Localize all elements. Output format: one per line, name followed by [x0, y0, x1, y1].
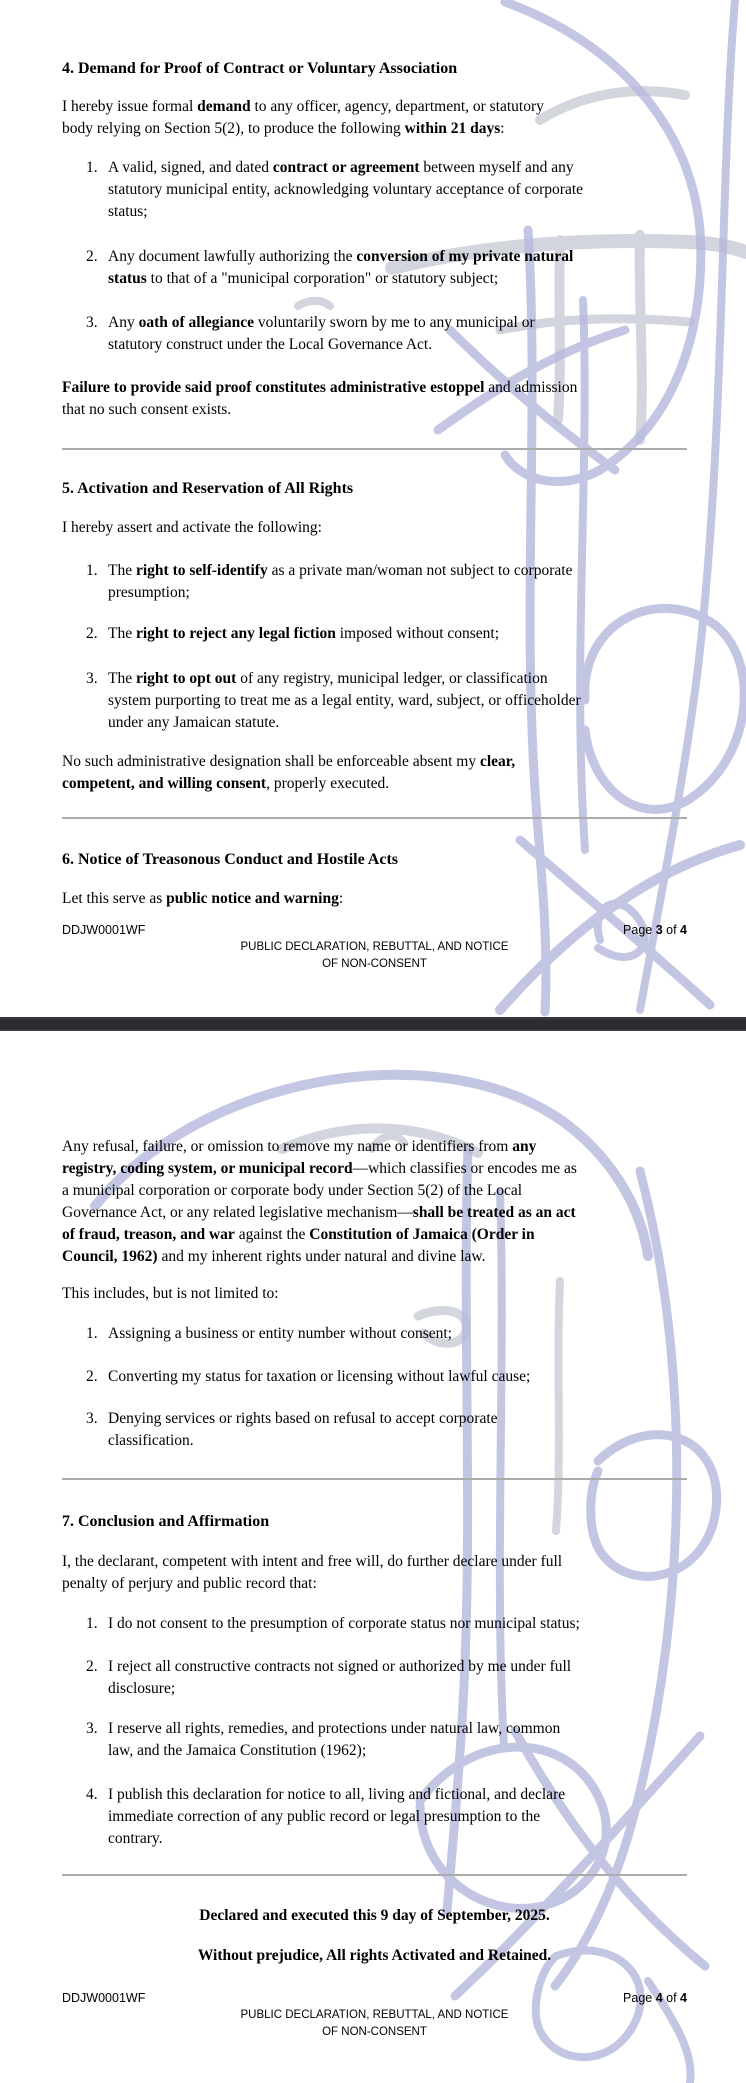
- declaration-date-line: Declared and executed this 9 day of September, 2025.: [199, 1907, 550, 1924]
- section-heading-activation: 5. Activation and Reservation of All Rights: [62, 480, 354, 497]
- document-id: DDJW0001WF: [62, 1991, 146, 2005]
- footer-title-line1: PUBLIC DECLARATION, REBUTTAL, AND NOTICE: [240, 941, 509, 953]
- declaration-rights-line: Without prejudice, All rights Activated and Retained.: [197, 1947, 552, 1964]
- paragraph-refusal: Any refusal, failure, or omission to remove my name or identifiers from any registry, coding system, or municipal record—which classifies or encodes me as a municipal corporation or corporate body under Section 5(2) of the Local Governance Act, or any related legislative mechanism—shall be treated as an act of fraud, treason, and war against the Constitution of Jamaica (Order in Council, 1962) and my inherent rights under natural and divine law.: [62, 1138, 577, 1265]
- list-item-text: Converting my status for taxation or licensing without lawful cause;: [108, 1368, 531, 1385]
- footer-title-line2: OF NON-CONSENT: [322, 958, 427, 970]
- list-item-text: I do not consent to the presumption of corporate status nor municipal status;: [108, 1615, 580, 1632]
- list-item-number: 2.: [86, 625, 98, 642]
- list-item-number: 1.: [86, 1325, 98, 1342]
- list-item-number: 1.: [86, 1615, 98, 1632]
- list-item-number: 3.: [86, 1720, 98, 1737]
- list-item: [86, 623, 687, 645]
- list-item-text: The right to reject any legal fiction imposed without consent;: [108, 625, 500, 642]
- list-item-text: I publish this declaration for notice to all, living and fictional, and declare immediate correction of any public record or legal presumption to the contrary.: [108, 1786, 566, 1847]
- document-page-3: [0, 0, 746, 1017]
- section-heading-notice: 6. Notice of Treasonous Conduct and Hostile Acts: [62, 851, 399, 868]
- list-item-number: 4.: [86, 1786, 98, 1803]
- horizontal-rule: [62, 1478, 687, 1480]
- ordered-list-demand: [62, 157, 687, 356]
- list-item-text: I reject all constructive contracts not signed or authorized by me under full disclosure;: [108, 1658, 572, 1697]
- page-footer: [62, 1990, 687, 2041]
- horizontal-rule: [62, 1874, 687, 1876]
- list-item-text: The right to opt out of any registry, municipal ledger, or classification system purporting to treat me as a legal entity, ward, subject, or officeholder under any Jamaican statute.: [108, 670, 581, 731]
- section-heading-demand: 4. Demand for Proof of Contract or Voluntary Association: [62, 60, 458, 77]
- list-item-text: Any oath of allegiance voluntarily sworn by me to any municipal or statutory construct under the Local Governance Act.: [108, 314, 535, 353]
- list-item-text: Any document lawfully authorizing the conversion of my private natural status to that of a "municipal corporation" or statutory subject;: [108, 248, 574, 287]
- page-indicator: Page 3 of 4: [623, 923, 687, 937]
- list-item: [86, 668, 687, 734]
- page-gap-separator: [0, 1017, 746, 1031]
- list-item: [86, 1613, 687, 1635]
- ordered-list-affirmations: [62, 1613, 687, 1850]
- paragraph-demand: I hereby issue formal demand to any officer, agency, department, or statutory body relying on Section 5(2), to produce the following within 21 days:: [62, 98, 544, 137]
- footer-row: [62, 1990, 687, 2007]
- list-item-number: 2.: [86, 248, 98, 265]
- list-item-number: 1.: [86, 562, 98, 579]
- list-item: [86, 1656, 687, 1700]
- list-item: [86, 560, 687, 604]
- page-footer: [62, 922, 687, 973]
- page-indicator: Page 4 of 4: [623, 1991, 687, 2005]
- list-item: [86, 1718, 687, 1762]
- list-item-text: The right to self-identify as a private man/woman not subject to corporate presumption;: [108, 562, 573, 601]
- paragraph-declarant: I, the declarant, competent with intent and free will, do further declare under full penalty of perjury and public record that:: [62, 1553, 563, 1592]
- ordered-list-violations: [62, 1323, 687, 1452]
- horizontal-rule: [62, 448, 687, 450]
- paragraph-includes: This includes, but is not limited to:: [62, 1285, 279, 1302]
- page-4-content: [0, 1136, 746, 2041]
- list-item-text: I reserve all rights, remedies, and protections under natural law, common law, and the Jamaica Constitution (1962);: [108, 1720, 561, 1759]
- horizontal-rule: [62, 817, 687, 819]
- ordered-list-rights: [62, 560, 687, 734]
- list-item: [86, 157, 687, 223]
- section-heading-conclusion: 7. Conclusion and Affirmation: [62, 1513, 270, 1530]
- paragraph-designation: No such administrative designation shall be enforceable absent my clear, competent, and willing consent, properly executed.: [62, 753, 516, 792]
- page-3-content: [0, 58, 746, 973]
- list-item: [86, 246, 687, 290]
- footer-row: [62, 922, 687, 939]
- list-item-text: A valid, signed, and dated contract or agreement between myself and any statutory municipal entity, acknowledging voluntary acceptance of corporate status;: [108, 159, 584, 220]
- list-item-number: 3.: [86, 670, 98, 687]
- paragraph-assert: I hereby assert and activate the following:: [62, 519, 322, 536]
- document-page-4: [0, 1031, 746, 2083]
- list-item-text: Denying services or rights based on refusal to accept corporate classification.: [108, 1410, 498, 1449]
- footer-title-line2: OF NON-CONSENT: [322, 2026, 427, 2038]
- list-item-number: 2.: [86, 1658, 98, 1675]
- paragraph-estoppel: Failure to provide said proof constitutes administrative estoppel and admission that no such consent exists.: [62, 379, 578, 418]
- list-item-number: 3.: [86, 314, 98, 331]
- list-item-text: Assigning a business or entity number without consent;: [108, 1325, 452, 1342]
- paragraph-public-notice: Let this serve as public notice and warning:: [62, 890, 344, 907]
- list-item-number: 3.: [86, 1410, 98, 1427]
- list-item-number: 2.: [86, 1368, 98, 1385]
- list-item-number: 1.: [86, 159, 98, 176]
- list-item: [86, 1408, 687, 1452]
- footer-title-line1: PUBLIC DECLARATION, REBUTTAL, AND NOTICE: [240, 2009, 509, 2021]
- list-item: [86, 1784, 687, 1850]
- list-item: [86, 1366, 687, 1388]
- list-item: [86, 312, 687, 356]
- document-id: DDJW0001WF: [62, 923, 146, 937]
- list-item: [86, 1323, 687, 1345]
